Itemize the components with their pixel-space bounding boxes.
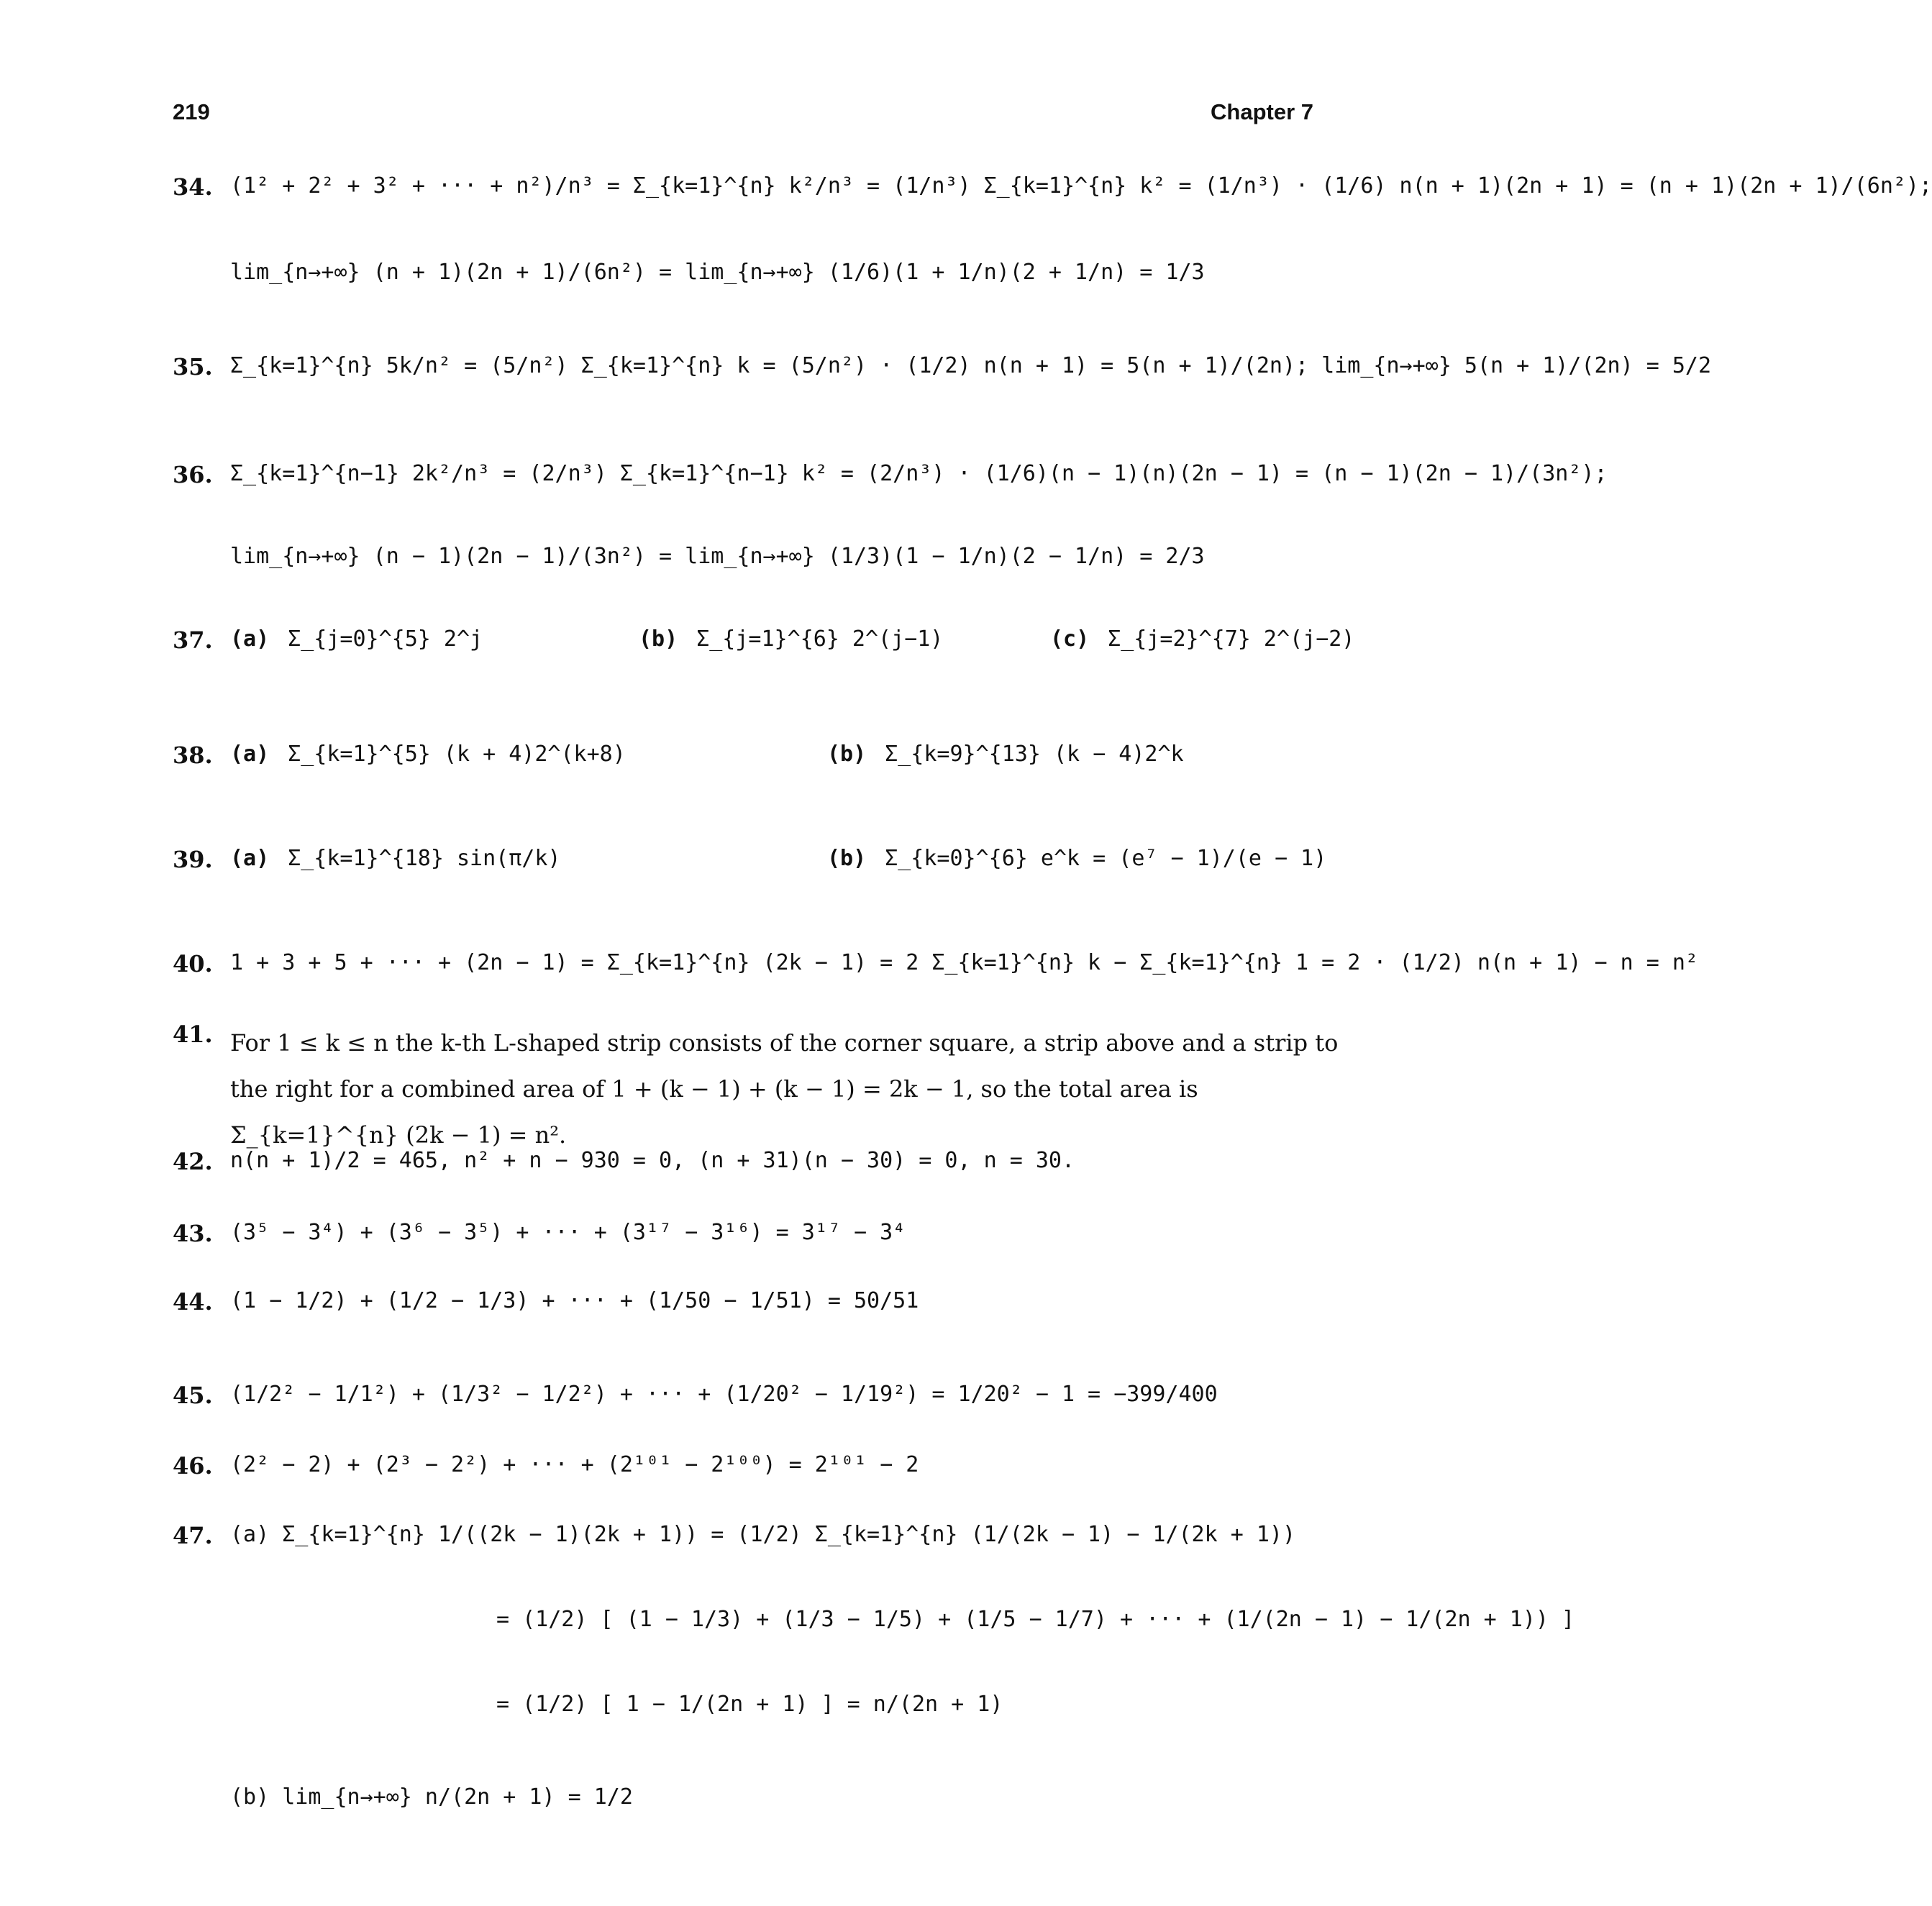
part-label: (b) (639, 626, 678, 652)
part-a (230, 626, 483, 653)
problem-number: 36. (173, 461, 213, 488)
math-expression: Σ_{j=2}^{7} 2^(j−2) (1108, 626, 1355, 652)
math-line: (a) Σ_{k=1}^{n} 1/((2k − 1)(2k + 1)) = (1/2) Σ_{k=1}^{n} (1/(2k − 1) − 1/(2k + 1)) (230, 1522, 1296, 1547)
problem-number: 40. (173, 950, 213, 977)
problem-number: 45. (173, 1382, 213, 1409)
part-a (230, 741, 626, 768)
part-label: (b) (827, 742, 867, 767)
math-line: n(n + 1)/2 = 465, n² + n − 930 = 0, (n + 31)(n − 30) = 0, n = 30. (230, 1148, 1075, 1173)
part-label: (b) (827, 846, 867, 871)
math-line: (1 − 1/2) + (1/2 − 1/3) + ··· + (1/50 − 1/51) = 50/51 (230, 1288, 919, 1313)
problem-number: 34. (173, 173, 213, 201)
math-line: (3⁵ − 3⁴) + (3⁶ − 3⁵) + ··· + (3¹⁷ − 3¹⁶) = 3¹⁷ − 3⁴ (230, 1220, 906, 1245)
problem-number: 44. (173, 1288, 213, 1315)
math-line: Σ_{k=1}^{n−1} 2k²/n³ = (2/n³) Σ_{k=1}^{n−1} k² = (2/n³) · (1/6)(n − 1)(n)(2n − 1) = (n − 1)(2n − 1)/(3n²); (230, 461, 1608, 486)
math-line: lim_{n→+∞} (n − 1)(2n − 1)/(3n²) = lim_{n→+∞} (1/3)(1 − 1/n)(2 − 1/n) = 2/3 (230, 544, 1205, 569)
math-expression: Σ_{j=0}^{5} 2^j (288, 626, 483, 652)
math-expression: Σ_{k=0}^{6} e^k = (e⁷ − 1)/(e − 1) (885, 846, 1327, 871)
math-expression: Σ_{k=9}^{13} (k − 4)2^k (885, 742, 1184, 767)
part-a (230, 845, 560, 872)
part-b (827, 741, 1184, 768)
math-line: (2² − 2) + (2³ − 2²) + ··· + (2¹⁰¹ − 2¹⁰⁰) = 2¹⁰¹ − 2 (230, 1452, 919, 1477)
math-expression: Σ_{k=1}^{5} (k + 4)2^(k+8) (288, 742, 626, 767)
page-number: 219 (173, 99, 210, 124)
part-label: (a) (230, 626, 270, 652)
problem-number: 46. (173, 1452, 213, 1479)
part-label: (c) (1050, 626, 1090, 652)
problem-number: 41. (173, 1021, 213, 1048)
part-b (827, 845, 1326, 872)
problem-number: 39. (173, 846, 213, 873)
math-line: lim_{n→+∞} (n + 1)(2n + 1)/(6n²) = lim_{n→+∞} (1/6)(1 + 1/n)(2 + 1/n) = 1/3 (230, 260, 1205, 285)
part-label: (a) (230, 742, 270, 767)
problem-number: 38. (173, 742, 213, 769)
chapter-label: Chapter 7 (1211, 99, 1313, 124)
math-expression: Σ_{k=1}^{18} sin(π/k) (288, 846, 561, 871)
math-line: Σ_{k=1}^{n} 5k/n² = (5/n²) Σ_{k=1}^{n} k = (5/n²) · (1/2) n(n + 1) = 5(n + 1)/(2n); lim_{n→+∞} 5(n + 1)/(2n) = 5/2 (230, 353, 1712, 378)
part-b (639, 626, 943, 653)
part-c (1050, 626, 1354, 653)
math-line: = (1/2) [ 1 − 1/(2n + 1) ] = n/(2n + 1) (496, 1692, 1003, 1717)
math-line: (1/2² − 1/1²) + (1/3² − 1/2²) + ··· + (1/20² − 1/19²) = 1/20² − 1 = −399/400 (230, 1382, 1218, 1407)
math-line: = (1/2) [ (1 − 1/3) + (1/3 − 1/5) + (1/5 − 1/7) + ··· + (1/(2n − 1) − 1/(2n + 1)) ] (496, 1607, 1575, 1632)
math-line: (b) lim_{n→+∞} n/(2n + 1) = 1/2 (230, 1784, 633, 1810)
problem-number: 37. (173, 626, 213, 654)
math-expression: Σ_{j=1}^{6} 2^(j−1) (696, 626, 944, 652)
part-label: (a) (230, 846, 270, 871)
math-line: (1² + 2² + 3² + ··· + n²)/n³ = Σ_{k=1}^{n} k²/n³ = (1/n³) Σ_{k=1}^{n} k² = (1/n³) · (1/6) n(n + 1)(2n + 1) = (n + 1)(2n + 1)/(6n²); (230, 173, 1932, 199)
problem-number: 47. (173, 1522, 213, 1549)
math-line: 1 + 3 + 5 + ··· + (2n − 1) = Σ_{k=1}^{n} (2k − 1) = 2 Σ_{k=1}^{n} k − Σ_{k=1}^{n} 1 = 2 · (1/2) n(n + 1) − n = n² (230, 950, 1698, 975)
problem-number: 43. (173, 1220, 213, 1247)
problem-number: 35. (173, 353, 213, 380)
problem-number: 42. (173, 1148, 213, 1175)
problem-text: For 1 ≤ k ≤ n the k-th L-shaped strip consists of the corner square, a strip above and a strip to the right for a combined area of 1 + (k − 1) + (k − 1) = 2k − 1, so the total area is Σ_{k=1}^{n} (2k − 1) = n². (230, 1029, 1339, 1149)
